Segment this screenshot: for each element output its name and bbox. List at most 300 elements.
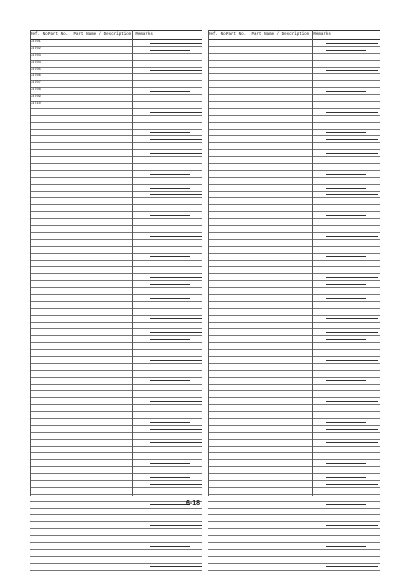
part-no-cell — [48, 474, 74, 480]
ref-no-cell: C4704 — [30, 60, 41, 65]
remarks-cell — [310, 81, 380, 87]
table-row — [208, 74, 380, 81]
part-no-cell — [226, 453, 252, 459]
table-row — [30, 281, 202, 288]
description-cell — [73, 274, 132, 280]
part-no-cell — [48, 405, 74, 411]
part-no-cell — [226, 109, 252, 115]
table-row — [30, 522, 202, 529]
remark-leader-line — [150, 525, 202, 526]
part-no-cell — [226, 385, 252, 391]
table-row — [30, 95, 202, 102]
header-description: Part Name / Description — [251, 33, 310, 37]
table-row — [30, 419, 202, 426]
table-row — [208, 426, 380, 433]
remark-leader-line — [326, 422, 366, 423]
remarks-cell — [132, 350, 202, 356]
description-cell — [73, 157, 132, 163]
ref-no-cell — [208, 130, 226, 136]
part-no-cell — [226, 267, 252, 273]
part-no-cell — [226, 550, 252, 556]
part-no-cell — [48, 109, 74, 115]
ref-no-cell — [208, 357, 226, 363]
remarks-cell — [132, 205, 202, 211]
ref-no-cell — [30, 116, 48, 122]
table-row — [208, 192, 380, 199]
description-cell — [73, 460, 132, 466]
table-row — [30, 309, 202, 316]
parts-list-right — [208, 30, 380, 571]
part-no-cell — [48, 54, 74, 60]
part-no-cell — [48, 550, 74, 556]
part-no-cell — [226, 357, 252, 363]
table-row — [30, 123, 202, 130]
remarks-cell — [310, 323, 380, 329]
table-row — [30, 550, 202, 557]
description-cell — [73, 68, 132, 74]
description-cell — [251, 164, 310, 170]
ref-no-cell — [208, 185, 226, 191]
table-row — [208, 274, 380, 281]
part-no-cell — [226, 219, 252, 225]
remarks-cell — [310, 95, 380, 101]
column-rule — [208, 30, 209, 496]
remarks-cell — [132, 550, 202, 556]
description-cell — [73, 557, 132, 563]
table-row — [208, 557, 380, 564]
ref-no-cell — [30, 185, 48, 191]
part-no-cell — [226, 350, 252, 356]
remarks-cell — [132, 323, 202, 329]
part-no-cell — [226, 412, 252, 418]
remarks-cell — [132, 247, 202, 253]
remark-leader-line — [150, 318, 202, 319]
description-cell — [73, 488, 132, 494]
part-no-cell — [48, 453, 74, 459]
part-no-cell — [48, 212, 74, 218]
description-cell — [251, 529, 310, 535]
remarks-cell — [310, 509, 380, 515]
part-no-cell — [226, 433, 252, 439]
ref-no-cell — [30, 350, 48, 356]
remark-leader-line — [150, 194, 202, 195]
remarks-cell — [132, 240, 202, 246]
remark-leader-line — [150, 215, 190, 216]
remarks-cell — [132, 157, 202, 163]
remarks-cell — [132, 453, 202, 459]
remarks-cell — [132, 288, 202, 294]
table-row — [208, 336, 380, 343]
table-row — [30, 47, 202, 54]
description-cell — [251, 447, 310, 453]
table-row — [208, 522, 380, 529]
ref-no-cell — [30, 254, 48, 260]
table-row — [208, 109, 380, 116]
table-row — [30, 109, 202, 116]
description-cell — [73, 288, 132, 294]
ref-no-cell — [30, 453, 48, 459]
description-cell — [73, 316, 132, 322]
table-row — [30, 323, 202, 330]
table-row — [30, 198, 202, 205]
part-no-cell — [226, 474, 252, 480]
table-row — [208, 81, 380, 88]
ref-no-cell — [208, 329, 226, 335]
part-no-cell — [226, 378, 252, 384]
description-cell — [251, 515, 310, 521]
part-no-cell — [48, 343, 74, 349]
table-row — [208, 54, 380, 61]
table-row — [208, 233, 380, 240]
table-row — [30, 515, 202, 522]
part-no-cell — [226, 543, 252, 549]
remark-leader-line — [150, 153, 202, 154]
remark-leader-line — [326, 566, 378, 567]
description-cell — [251, 433, 310, 439]
table-row — [30, 488, 202, 495]
remark-leader-line — [326, 525, 378, 526]
part-no-cell — [226, 212, 252, 218]
table-row — [208, 247, 380, 254]
ref-no-cell — [30, 219, 48, 225]
description-cell — [251, 481, 310, 487]
ref-no-cell: C4710 — [30, 102, 41, 107]
remark-leader-line — [326, 215, 366, 216]
part-no-cell — [226, 68, 252, 74]
ref-no-cell — [208, 254, 226, 260]
ref-no-cell — [30, 171, 48, 177]
part-no-cell — [226, 164, 252, 170]
ref-no-cell — [208, 343, 226, 349]
table-row — [208, 212, 380, 219]
table-row — [30, 336, 202, 343]
part-no-cell — [226, 488, 252, 494]
ref-no-cell — [30, 467, 48, 473]
part-no-cell — [226, 515, 252, 521]
ref-no-cell — [30, 157, 48, 163]
table-row — [208, 564, 380, 571]
description-cell — [251, 157, 310, 163]
ref-no-cell — [208, 509, 226, 515]
table-row — [208, 240, 380, 247]
remarks-cell — [132, 102, 202, 108]
table-row — [30, 385, 202, 392]
table-row — [30, 343, 202, 350]
ref-no-cell — [208, 123, 226, 129]
part-no-cell — [226, 178, 252, 184]
ref-no-cell — [208, 109, 226, 115]
description-cell — [73, 522, 132, 528]
description-cell — [73, 550, 132, 556]
description-cell — [73, 61, 132, 67]
table-row — [208, 164, 380, 171]
remarks-cell — [132, 405, 202, 411]
table-row — [208, 171, 380, 178]
part-no-cell — [226, 233, 252, 239]
table-row — [208, 40, 380, 47]
part-no-cell — [48, 261, 74, 267]
ref-no-cell — [30, 412, 48, 418]
description-cell — [251, 267, 310, 273]
ref-no-cell — [208, 226, 226, 232]
remark-leader-line — [150, 429, 202, 430]
ref-no-cell — [208, 536, 226, 542]
description-cell — [251, 488, 310, 494]
remarks-cell — [310, 467, 380, 473]
table-row — [30, 240, 202, 247]
part-no-cell — [48, 295, 74, 301]
description-cell — [73, 536, 132, 542]
part-no-cell — [48, 522, 74, 528]
remark-leader-line — [326, 380, 366, 381]
part-no-cell — [48, 267, 74, 273]
remarks-cell — [132, 178, 202, 184]
ref-no-cell — [208, 267, 226, 273]
table-row — [208, 68, 380, 75]
ref-no-cell — [30, 495, 48, 501]
remarks-cell — [310, 267, 380, 273]
part-no-cell — [226, 323, 252, 329]
remark-leader-line — [150, 360, 202, 361]
description-cell — [251, 240, 310, 246]
description-cell — [73, 205, 132, 211]
table-row — [208, 481, 380, 488]
description-cell — [251, 81, 310, 87]
table-row — [30, 150, 202, 157]
remarks-cell — [310, 412, 380, 418]
table-row — [208, 47, 380, 54]
description-cell — [73, 433, 132, 439]
table-row — [208, 529, 380, 536]
ref-no-cell — [30, 288, 48, 294]
ref-no-cell — [208, 550, 226, 556]
description-cell — [251, 536, 310, 542]
remark-leader-line — [150, 256, 190, 257]
ref-no-cell — [208, 440, 226, 446]
description-cell — [73, 81, 132, 87]
remarks-cell — [132, 219, 202, 225]
description-cell — [251, 74, 310, 80]
table-row — [208, 61, 380, 68]
table-row — [30, 219, 202, 226]
description-cell — [73, 267, 132, 273]
table-row — [30, 316, 202, 323]
ref-no-cell — [208, 309, 226, 315]
table-row — [208, 219, 380, 226]
table-row — [30, 481, 202, 488]
ref-no-cell — [208, 88, 226, 94]
remark-leader-line — [326, 463, 366, 464]
ref-no-cell — [208, 178, 226, 184]
part-no-cell — [48, 398, 74, 404]
ref-no-cell — [30, 123, 48, 129]
ref-no-cell: C4706 — [30, 74, 41, 79]
part-no-cell — [48, 543, 74, 549]
column-rule — [30, 30, 31, 496]
table-row — [208, 88, 380, 95]
table-row — [30, 502, 202, 509]
description-cell — [251, 288, 310, 294]
remarks-cell — [310, 453, 380, 459]
part-no-cell — [48, 157, 74, 163]
remarks-cell — [310, 143, 380, 149]
description-cell — [251, 364, 310, 370]
remarks-cell — [132, 261, 202, 267]
ref-no-cell — [208, 323, 226, 329]
ref-no-cell — [30, 233, 48, 239]
part-no-cell — [226, 336, 252, 342]
description-cell — [251, 261, 310, 267]
part-no-cell — [48, 47, 74, 53]
part-no-cell — [48, 509, 74, 515]
part-no-cell — [48, 515, 74, 521]
table-row — [30, 171, 202, 178]
ref-no-cell — [30, 474, 48, 480]
description-cell — [251, 185, 310, 191]
description-cell — [251, 419, 310, 425]
table-row — [30, 178, 202, 185]
part-no-cell — [48, 81, 74, 87]
table-row — [208, 136, 380, 143]
remark-leader-line — [326, 43, 378, 44]
header-part-no: Part No. — [48, 33, 69, 37]
description-cell — [73, 398, 132, 404]
description-cell — [251, 102, 310, 108]
description-cell — [251, 123, 310, 129]
remark-leader-line — [326, 256, 366, 257]
table-row — [208, 198, 380, 205]
ref-no-cell — [208, 240, 226, 246]
table-row — [208, 502, 380, 509]
remarks-cell — [310, 54, 380, 60]
ref-no-cell — [208, 136, 226, 142]
description-cell — [73, 136, 132, 142]
part-no-cell — [226, 247, 252, 253]
table-row — [208, 185, 380, 192]
ref-no-cell — [30, 281, 48, 287]
table-row — [208, 150, 380, 157]
description-cell — [73, 150, 132, 156]
part-no-cell — [48, 447, 74, 453]
remark-leader-line — [150, 284, 190, 285]
table-row — [30, 371, 202, 378]
table-row — [208, 488, 380, 495]
ref-no-cell — [30, 426, 48, 432]
table-row — [30, 143, 202, 150]
ref-no-cell — [208, 116, 226, 122]
table-row — [30, 226, 202, 233]
part-no-cell — [48, 130, 74, 136]
remark-leader-line — [150, 43, 202, 44]
description-cell — [251, 109, 310, 115]
description-cell — [73, 509, 132, 515]
part-no-cell — [48, 68, 74, 74]
remarks-cell — [310, 550, 380, 556]
remarks-cell — [310, 488, 380, 494]
description-cell — [73, 95, 132, 101]
remark-leader-line — [150, 339, 190, 340]
part-no-cell — [226, 371, 252, 377]
table-row — [30, 102, 202, 109]
ref-no-cell — [30, 247, 48, 253]
description-cell — [73, 254, 132, 260]
ref-no-cell — [208, 302, 226, 308]
description-cell — [73, 74, 132, 80]
remarks-cell — [132, 226, 202, 232]
part-no-cell — [48, 185, 74, 191]
part-no-cell — [226, 536, 252, 542]
ref-no-cell — [30, 336, 48, 342]
ref-no-cell — [208, 274, 226, 280]
remark-leader-line — [150, 91, 190, 92]
part-no-cell — [226, 447, 252, 453]
description-cell — [251, 440, 310, 446]
part-no-cell — [226, 405, 252, 411]
ref-no-cell — [30, 529, 48, 535]
remark-leader-line — [326, 188, 366, 189]
description-cell — [251, 385, 310, 391]
description-cell — [251, 198, 310, 204]
description-cell — [73, 116, 132, 122]
part-no-cell — [48, 95, 74, 101]
remark-leader-line — [326, 546, 366, 547]
part-no-cell — [226, 309, 252, 315]
remark-leader-line — [150, 463, 190, 464]
table-row — [208, 515, 380, 522]
part-no-cell — [48, 226, 74, 232]
description-cell — [73, 171, 132, 177]
description-cell — [73, 130, 132, 136]
part-no-cell — [48, 123, 74, 129]
remark-leader-line — [326, 112, 378, 113]
table-row — [30, 302, 202, 309]
ref-no-cell — [30, 536, 48, 542]
remark-leader-line — [150, 174, 190, 175]
remark-leader-line — [150, 484, 202, 485]
ref-no-cell — [208, 233, 226, 239]
ref-no-cell — [30, 440, 48, 446]
remarks-cell — [310, 302, 380, 308]
description-cell — [251, 329, 310, 335]
description-cell — [73, 405, 132, 411]
part-no-cell — [48, 467, 74, 473]
remarks-cell — [132, 54, 202, 60]
column-rule — [312, 30, 313, 496]
table-row — [30, 61, 202, 68]
remarks-cell — [310, 157, 380, 163]
remarks-cell — [132, 536, 202, 542]
description-cell — [251, 398, 310, 404]
table-row — [208, 329, 380, 336]
part-no-cell — [48, 233, 74, 239]
remarks-cell — [132, 95, 202, 101]
part-no-cell — [48, 433, 74, 439]
remarks-cell — [132, 143, 202, 149]
part-no-cell — [48, 254, 74, 260]
description-cell — [73, 212, 132, 218]
ref-no-cell — [30, 564, 48, 570]
description-cell — [251, 143, 310, 149]
ref-no-cell — [208, 261, 226, 267]
part-no-cell — [48, 302, 74, 308]
part-no-cell — [48, 316, 74, 322]
table-row — [208, 309, 380, 316]
remark-leader-line — [326, 277, 378, 278]
ref-no-cell — [30, 302, 48, 308]
description-cell — [251, 192, 310, 198]
table-row — [208, 102, 380, 109]
ref-no-cell — [30, 364, 48, 370]
